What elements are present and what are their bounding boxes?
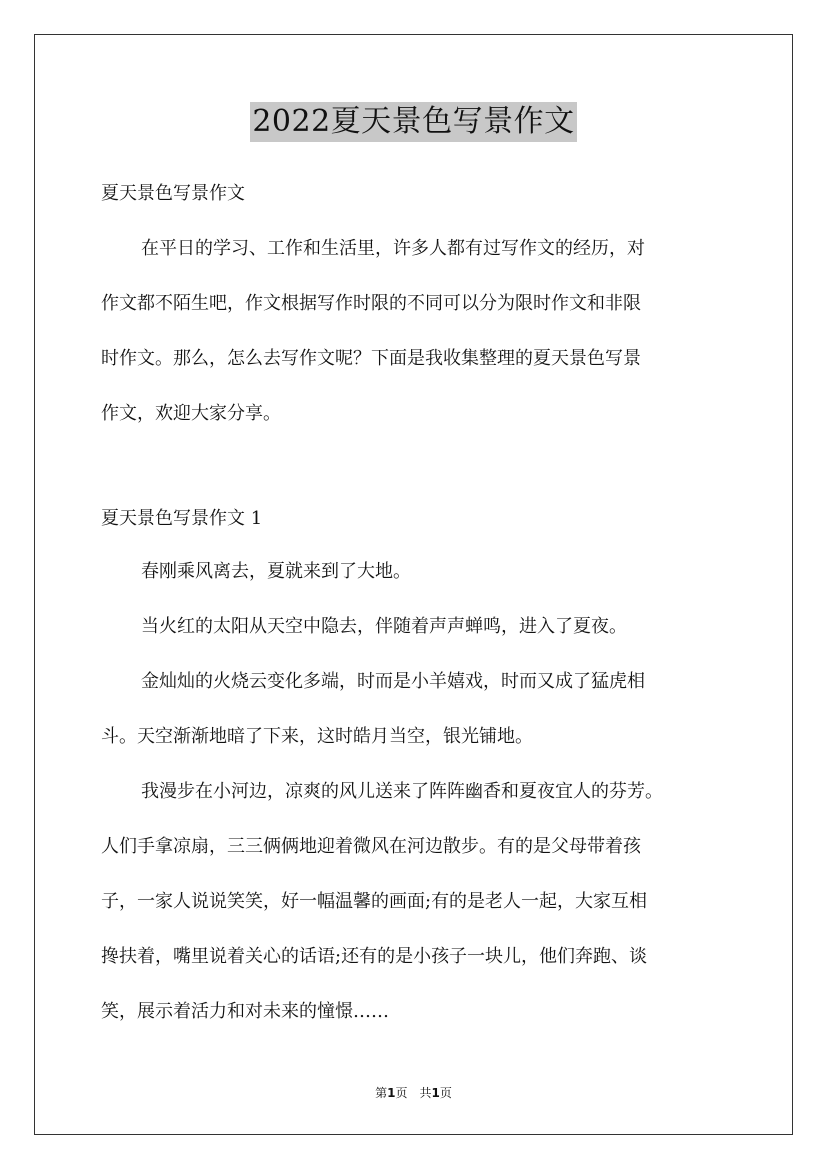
footer-prefix: 第 xyxy=(375,1086,388,1100)
page-footer xyxy=(0,1084,827,1101)
paragraph-4-line-3: 子，一家人说说笑笑，好一幅温馨的画面;有的是老人一起，大家互相 xyxy=(101,891,648,912)
paragraph-1: 春刚乘风离去，夏就来到了大地。 xyxy=(141,561,411,582)
paragraph-4-line-2: 人们手拿凉扇，三三俩俩地迎着微风在河边散步。有的是父母带着孩 xyxy=(101,836,641,857)
intro-line-1: 在平日的学习、工作和生活里，许多人都有过写作文的经历，对 xyxy=(141,238,645,259)
paragraph-2: 当火红的太阳从天空中隐去，伴随着声声蝉鸣，进入了夏夜。 xyxy=(141,616,627,637)
footer-page-total: 1 xyxy=(431,1086,440,1100)
paragraph-4-line-5: 笑，展示着活力和对未来的憧憬…… xyxy=(101,1001,389,1022)
footer-page-number: 1 xyxy=(387,1086,396,1100)
section-heading: 夏天景色写景作文 xyxy=(101,183,245,204)
paragraph-3-line-1: 金灿灿的火烧云变化多端，时而是小羊嬉戏，时而又成了猛虎相 xyxy=(141,671,645,692)
essay-heading: 夏天景色写景作文 1 xyxy=(101,508,263,529)
document-title: 2022夏天景色写景作文 xyxy=(250,102,576,142)
paragraph-3-line-2: 斗。天空渐渐地暗了下来，这时皓月当空，银光铺地。 xyxy=(101,726,533,747)
paragraph-4-line-1: 我漫步在小河边，凉爽的风儿送来了阵阵幽香和夏夜宜人的芬芳。 xyxy=(141,781,663,802)
title-wrap xyxy=(0,102,827,142)
intro-paragraph xyxy=(101,221,741,441)
footer-suffix: 页 xyxy=(439,1086,452,1100)
essay-body xyxy=(101,544,741,1039)
paragraph-4-line-4: 搀扶着，嘴里说着关心的话语;还有的是小孩子一块儿，他们奔跑、谈 xyxy=(101,946,648,967)
intro-line-3: 时作文。那么，怎么去写作文呢？下面是我收集整理的夏天景色写景 xyxy=(101,348,641,369)
footer-mid: 页 共 xyxy=(395,1086,432,1100)
intro-line-4: 作文，欢迎大家分享。 xyxy=(101,403,281,424)
intro-line-2: 作文都不陌生吧，作文根据写作时限的不同可以分为限时作文和非限 xyxy=(101,293,641,314)
